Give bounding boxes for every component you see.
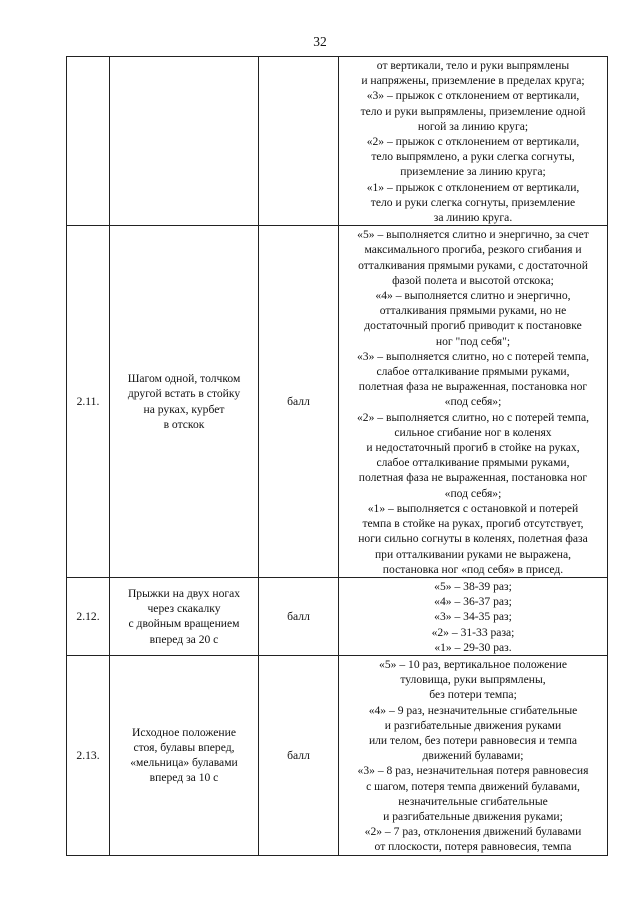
exercise-number: 2.13. [67, 655, 110, 855]
criteria-line: и недостаточный прогиб в стойке на руках, [366, 441, 580, 455]
criteria-line: тело и руки выпрямлены, приземление одной [360, 104, 586, 118]
criteria-line: за линию круга. [433, 211, 513, 225]
criteria-line: «под себя»; [444, 486, 502, 500]
criteria-line: максимального прогиба, резкого сгибания и [364, 243, 582, 257]
criteria-line: движений булавами; [422, 749, 524, 763]
criteria-line: «3» – выполняется слитно, но с потерей темпа, [357, 349, 589, 363]
criteria-line: слабое отталкивание прямыми руками, [376, 456, 570, 470]
criteria-line: и разгибательные движения руками; [383, 809, 563, 823]
criteria-line: тело выпрямлено, а руки слегка согнуты, [371, 150, 575, 164]
page-number: 32 [313, 34, 327, 49]
evaluation-criteria [339, 577, 608, 655]
exercise-name [110, 57, 259, 226]
table-body [67, 57, 608, 856]
criteria-line: сильное сгибание ног в коленях [394, 425, 552, 439]
criteria-line: «2» – выполняется слитно, но с потерей темпа, [357, 410, 589, 424]
criteria-line: отталкивания прямыми руками, но не [379, 304, 567, 318]
criteria-line: приземление за линию круга; [400, 165, 546, 179]
exercise-name-line: «мельница» булавами [130, 756, 238, 770]
criteria-line: «5» – выполняется слитно и энергично, за счет [357, 228, 589, 242]
criteria-line: отталкивания прямыми руками, с достаточной [358, 258, 588, 272]
criteria-line: при отталкивании руками не выражена, [374, 547, 572, 561]
criteria-line: от плоскости, потеря равновесия, темпа [374, 840, 572, 854]
exercise-name [110, 226, 259, 578]
criteria-line: ногой за линию круга; [417, 119, 529, 133]
table-row [67, 577, 608, 655]
exercise-name-line: через скакалку [147, 602, 221, 616]
table-row [67, 226, 608, 578]
criteria-line: с шагом, потеря темпа движений булавами, [366, 779, 580, 793]
evaluation-criteria [339, 226, 608, 578]
criteria-line: или телом, без потери равновесия и темпа [368, 733, 578, 747]
criteria-line: «2» – 31-33 раза; [431, 625, 515, 639]
criteria-line: «под себя»; [444, 395, 502, 409]
criteria-line: «3» – прыжок с отклонением от вертикали, [366, 89, 580, 103]
exercise-number [67, 57, 110, 226]
criteria-line: ноги сильно согнуты в коленях, полетная фаза [358, 532, 588, 546]
exercise-name [110, 577, 259, 655]
measure-unit [259, 57, 339, 226]
criteria-line: «2» – прыжок с отклонением от вертикали, [366, 135, 580, 149]
exercise-name-line: вперед за 20 с [149, 632, 219, 646]
criteria-line: «3» – 34-35 раз; [434, 610, 512, 624]
measure-unit: балл [259, 655, 339, 855]
exercise-name-line: на руках, курбет [143, 402, 225, 416]
exercise-name-line: в отскок [163, 417, 205, 431]
evaluation-criteria [339, 655, 608, 855]
exercise-name-line: вперед за 10 с [149, 771, 219, 785]
criteria-line: незначительные сгибательные [398, 794, 548, 808]
criteria-line: постановка ног «под себя» в присед. [382, 562, 564, 576]
exercise-name-line: стоя, булавы вперед, [133, 741, 235, 755]
exercise-name-line: другой встать в стойку [127, 387, 241, 401]
criteria-line: и напряжены, приземление в пределах круга; [361, 74, 585, 88]
criteria-line: «3» – 8 раз, незначительная потеря равновесия [357, 764, 589, 778]
criteria-line: от вертикали, тело и руки выпрямлены [376, 59, 570, 72]
criteria-line: «4» – выполняется слитно и энергично, [375, 289, 571, 303]
exercise-name [110, 655, 259, 855]
table-row [67, 57, 608, 226]
criteria-line: без потери темпа; [429, 688, 517, 702]
criteria-line: «5» – 38-39 раз; [434, 579, 512, 593]
exercise-name-line: с двойным вращением [128, 617, 240, 631]
criteria-line: ног "под себя"; [435, 334, 511, 348]
criteria-table [66, 56, 608, 856]
exercise-name-line: Прыжки на двух ногах [127, 587, 241, 600]
criteria-line: темпа в стойке на руках, прогиб отсутствует, [362, 517, 584, 531]
criteria-line: «1» – выполняется с остановкой и потерей [367, 501, 579, 515]
criteria-line: «1» – прыжок с отклонением от вертикали, [366, 180, 580, 194]
criteria-line: тело и руки слегка согнуты, приземление [370, 195, 576, 209]
criteria-line: и разгибательные движения руками [384, 718, 562, 732]
criteria-line: полетная фаза не выраженная, постановка ног [358, 380, 588, 394]
evaluation-criteria [339, 57, 608, 226]
criteria-line: «4» – 36-37 раз; [434, 595, 512, 609]
criteria-line: достаточный прогиб приводит к постановке [364, 319, 582, 333]
criteria-line: «4» – 9 раз, незначительные сгибательные [368, 703, 578, 717]
criteria-line: полетная фаза не выраженная, постановка ног [358, 471, 588, 485]
criteria-line: туловища, руки выпрямлены, [400, 673, 546, 687]
criteria-line: «5» – 10 раз, вертикальное положение [379, 657, 567, 671]
criteria-line: слабое отталкивание прямыми руками, [376, 365, 570, 379]
exercise-number: 2.12. [67, 577, 110, 655]
exercise-name-line: Исходное положение [132, 725, 236, 739]
table-row [67, 655, 608, 855]
exercise-number: 2.11. [67, 226, 110, 578]
exercise-name-line: Шагом одной, толчком [127, 372, 241, 386]
criteria-line: фазой полета и высотой отскока; [392, 273, 554, 287]
criteria-line: «2» – 7 раз, отклонения движений булавами [364, 825, 582, 839]
measure-unit: балл [259, 577, 339, 655]
measure-unit: балл [259, 226, 339, 578]
criteria-line: «1» – 29-30 раз. [434, 640, 512, 654]
